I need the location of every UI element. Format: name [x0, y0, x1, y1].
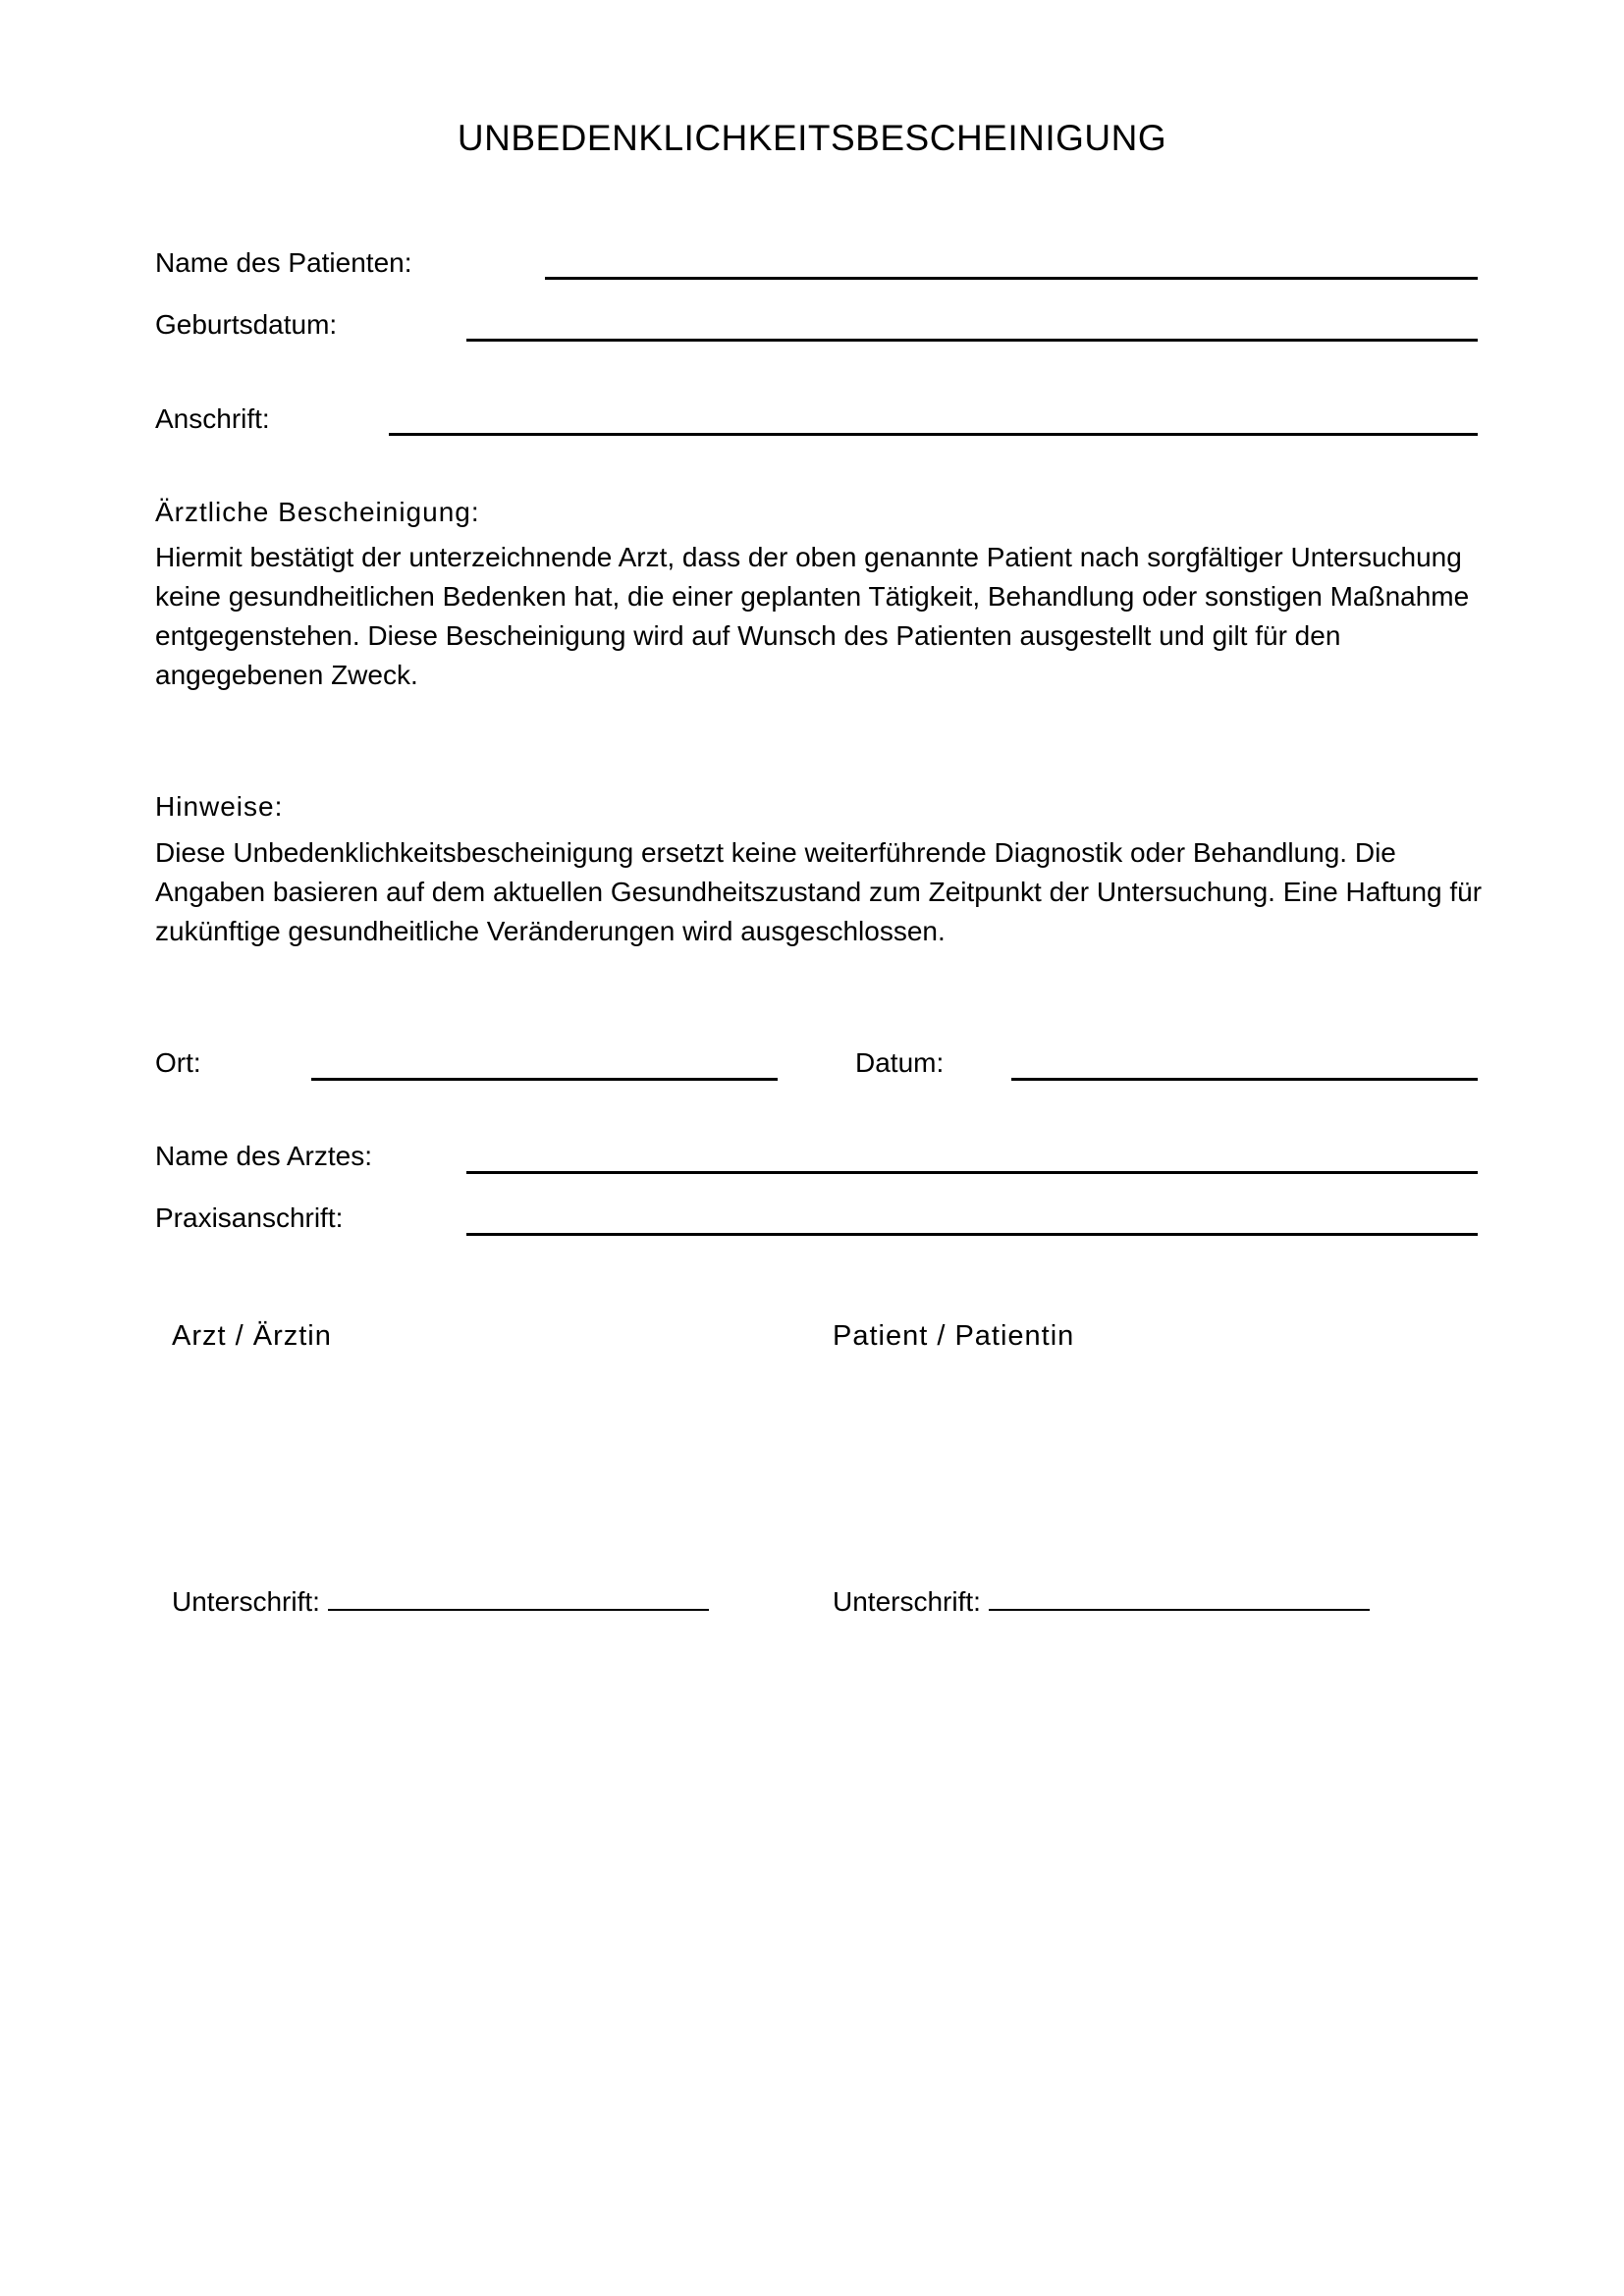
patient-name-label: Name des Patienten: — [155, 247, 412, 278]
date-label: Datum: — [855, 1047, 945, 1078]
place-field[interactable] — [311, 1078, 778, 1081]
practice-address-label: Praxisanschrift: — [155, 1202, 344, 1233]
patient-signature-row — [833, 1585, 1370, 1618]
notes-heading: Hinweise: — [155, 791, 284, 822]
doctor-signature-label: Unterschrift: — [172, 1586, 320, 1617]
doctor-signature-heading: Arzt / Ärztin — [172, 1320, 332, 1352]
patient-signature-heading: Patient / Patientin — [833, 1320, 1075, 1352]
doctor-name-field[interactable] — [466, 1171, 1478, 1174]
notes-text: Diese Unbedenklichkeitsbescheinigung ersetzt keine weiterführende Diagnostik oder Behandlung. Die Angaben basieren auf dem aktuellen Gesundheitszustand zum Zeitpunkt der Untersuchung. Eine Haftung für zukünftige gesundheitliche Veränderungen wird ausgeschlossen. — [155, 837, 1483, 946]
place-label: Ort: — [155, 1047, 201, 1078]
patient-signature-label: Unterschrift: — [833, 1586, 981, 1617]
doctor-signature-row — [172, 1585, 709, 1618]
address-field[interactable] — [389, 433, 1478, 436]
document-title: UNBEDENKLICHKEITSBESCHEINIGUNG — [457, 118, 1167, 158]
birthdate-label: Geburtsdatum: — [155, 309, 338, 340]
doctor-name-label: Name des Arztes: — [155, 1141, 372, 1171]
date-field[interactable] — [1011, 1078, 1478, 1081]
birthdate-field[interactable] — [466, 339, 1478, 342]
patient-signature-field[interactable] — [989, 1585, 1370, 1611]
address-label: Anschrift: — [155, 403, 270, 434]
doctor-signature-field[interactable] — [328, 1585, 709, 1611]
certificate-text: Hiermit bestätigt der unterzeichnende Arzt, dass der oben genannte Patient nach sorgfältiger Untersuchung keine gesundheitlichen Bedenken hat, die einer geplanten Tätigkeit, Behandlung oder sonstigen Maßnahme entgegenstehen. Diese Bescheinigung wird auf Wunsch des Patienten ausgestellt und gilt für den angegebenen Zweck. — [155, 542, 1470, 690]
practice-address-field[interactable] — [466, 1233, 1478, 1236]
certificate-heading: Ärztliche Bescheinigung: — [155, 497, 480, 527]
patient-name-field[interactable] — [545, 277, 1478, 280]
